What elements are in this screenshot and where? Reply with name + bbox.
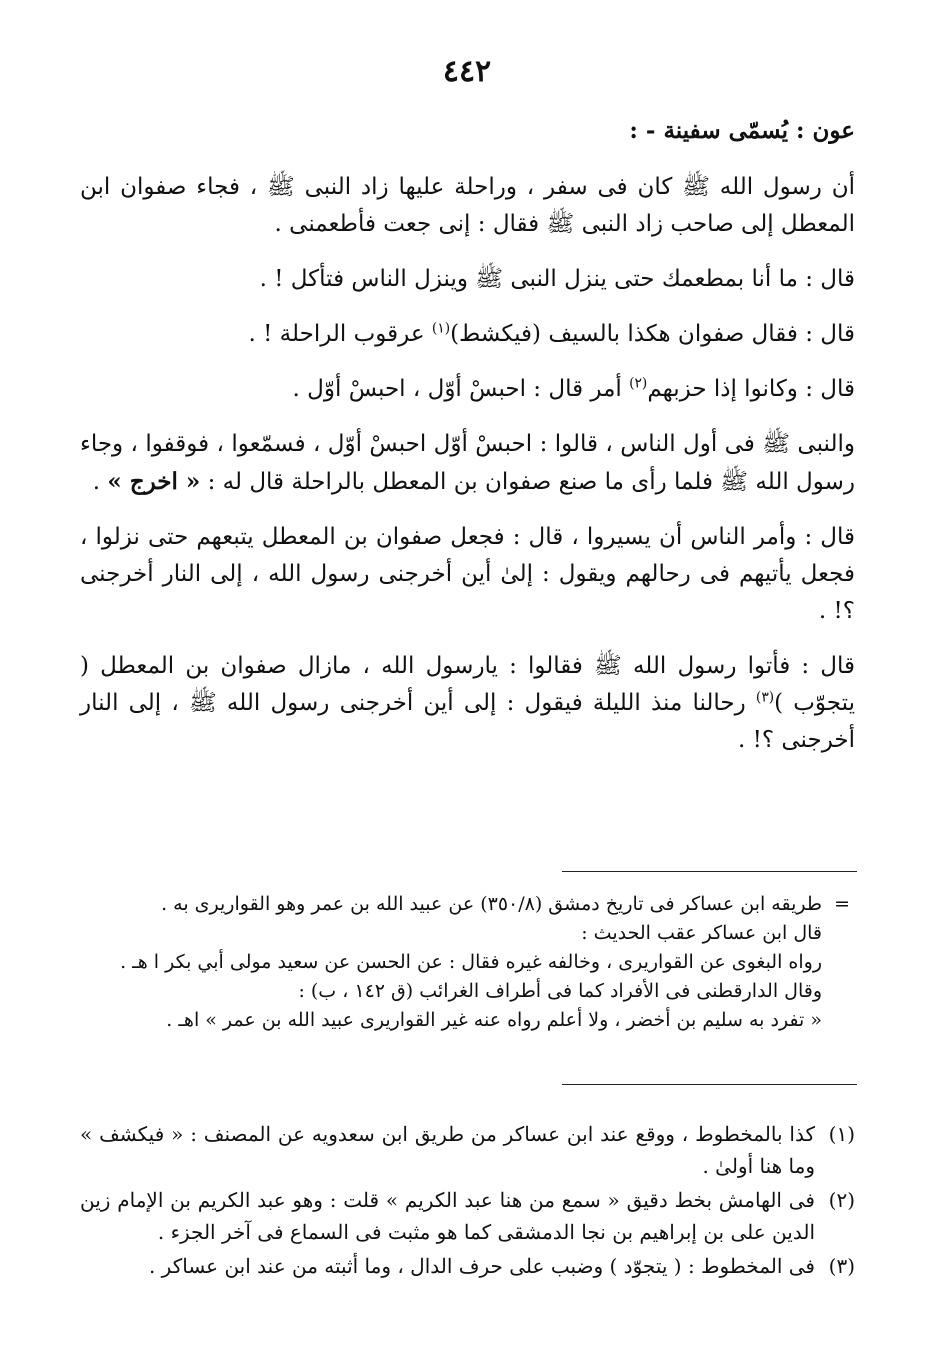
footnote-number: (١): [828, 1122, 855, 1146]
footnote-number: (٢): [828, 1188, 855, 1212]
paragraph-7: [80, 648, 855, 759]
footnote-ref-3: (٣): [755, 689, 775, 706]
footnote-3: [80, 1250, 855, 1282]
note-line: [90, 919, 850, 948]
footnote-text: فى الهامش بخط دقيق « سمع من هنا عبد الكريم » قلت : وهو عبد الكريم بن الإمام زين الدين على بن إبراهيم بن نجا الدمشقى كما هو مثبت فى السماع فى آخر الجزء .: [80, 1188, 815, 1244]
paragraph-end: .: [92, 469, 108, 495]
footnote-2: [80, 1184, 855, 1248]
paragraph-text: أن رسول الله ﷺ كان فى سفر ، وراحلة عليها زاد النبى ﷺ ، فجاء صفوان ابن المعطل إلى صاحب زاد النبى ﷺ فقال : إنى جعت فأطعمنى .: [80, 174, 855, 237]
paragraph-text: رحالنا منذ الليلة فيقول : إلى أين أخرجنى رسول الله ﷺ ، إلى النار أخرجنى ؟! .: [80, 690, 855, 753]
note-line-text: رواه البغوى عن القواريرى ، وخالفه غيره فقال : عن الحسن عن سعيد مولى أبي بكر ا هـ .: [120, 951, 822, 973]
paragraph-2: [80, 261, 855, 298]
note-line: [90, 890, 850, 919]
footnotes: [80, 1118, 855, 1284]
paragraph-1: [80, 169, 855, 243]
footnote-ref-2: (٢): [629, 375, 648, 392]
paragraph-5: [80, 426, 855, 501]
note-line-text: طريقه ابن عساكر فى تاريخ دمشق (٣٥٠/٨) عن عبيد الله بن عمر وهو القواريرى به .: [161, 893, 822, 915]
paragraph-text: والنبى ﷺ فى أول الناس ، قالوا : احبسْ أوّل احبسْ أوّل ، فسمّعوا ، فوقفوا ، وجاء رسول الله ﷺ فلما رأى ما صنع صفوان بن المعطل بالراحلة قال له :: [80, 431, 855, 495]
footnote-text: فى المخطوط : ( يتجوّد ) وضبب على حرف الدال ، وما أثبته من عند ابن عساكر .: [148, 1254, 815, 1278]
continuation-mark: =: [834, 893, 850, 915]
page-number: ٤٤٢: [442, 54, 492, 89]
paragraph-text: أمر قال : احبسْ أوّل ، احبسْ أوّل .: [292, 376, 630, 402]
paragraph-text: قال : وكانوا إذا حزبهم: [647, 376, 855, 402]
continued-note: [90, 890, 850, 1035]
paragraph-3: [80, 316, 855, 353]
narrator-heading: عون : يُسمّى سفينة - :: [629, 117, 855, 144]
footnote-ref-1: (١): [431, 320, 451, 337]
paragraph-6: [80, 519, 855, 630]
paragraph-text: قال : ما أنا بمطعمك حتى ينزل النبى ﷺ وينزل الناس فتأكل ! .: [259, 266, 855, 292]
note-line: [90, 948, 850, 977]
note-line: [90, 977, 850, 1006]
note-line-text: وقال الدارقطنى فى الأفراد كما فى أطراف الغرائب (ق ١٤٢ ، ب) :: [298, 980, 822, 1002]
paragraph-text: قال : فقال صفوان هكذا بالسيف (فيكشط): [450, 321, 855, 347]
separator-rule: [562, 871, 857, 872]
paragraph-text: قال : فأتوا رسول الله ﷺ فقالوا : يارسول الله ، مازال صفوان بن المعطل ( يتجوّب ): [80, 653, 855, 716]
footnote-separator-rule: [562, 1084, 857, 1085]
note-line-text: قال ابن عساكر عقب الحديث :: [581, 922, 822, 944]
note-line: [90, 1006, 850, 1035]
paragraph-4: [80, 371, 855, 408]
footnote-number: (٣): [828, 1254, 855, 1278]
footnote-text: كذا بالمخطوط ، ووقع عند ابن عساكر من طريق ابن سعدويه عن المصنف : « فيكشف » وما هنا أولىٰ .: [80, 1122, 815, 1178]
paragraph-text: عرقوب الراحلة ! .: [248, 321, 432, 347]
note-line-text: « تفرد به سليم بن أخضر ، ولا أعلم رواه عنه غير القواريرى عبيد الله بن عمر » اهـ .: [166, 1009, 822, 1031]
main-text: [80, 112, 855, 777]
footnote-1: [80, 1118, 855, 1182]
quoted-command: « اخرج »: [107, 468, 201, 495]
paragraph-text: قال : وأمر الناس أن يسيروا ، قال : فجعل صفوان بن المعطل يتبعهم حتى نزلوا ، فجعل يأتيهم فى رحالهم ويقول : إلىٰ أين أخرجنى رسول الله ، إلى النار أخرجنى ؟! .: [80, 524, 855, 624]
